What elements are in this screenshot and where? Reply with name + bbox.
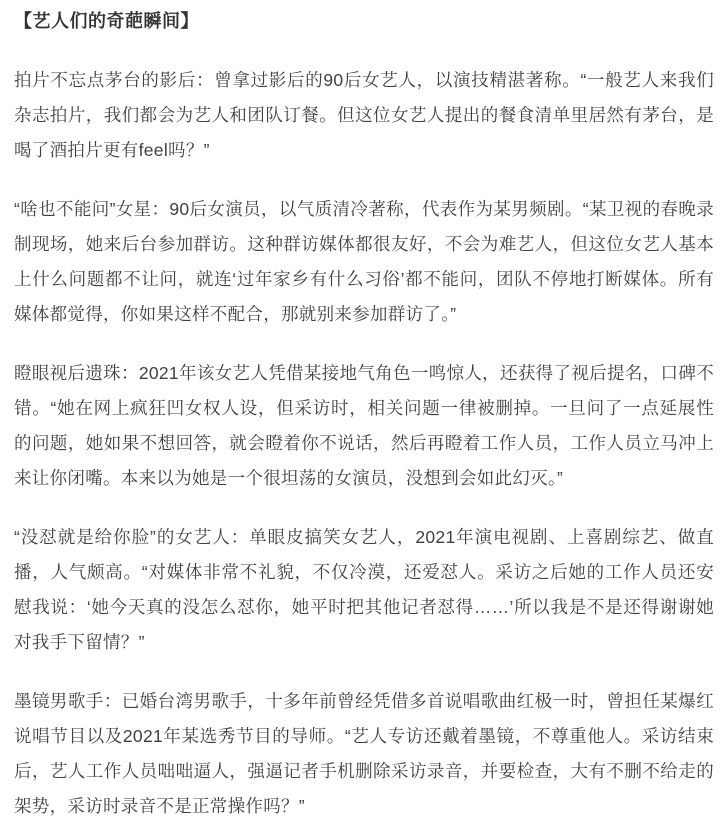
article-paragraph-rude-comedienne: “没怼就是给你脸”的女艺人：单眼皮搞笑女艺人，2021年演电视剧、上喜剧综艺、做直播，人气颇高。“对媒体非常不礼貌，不仅冷漠，还爱怼人。采访之后她的工作人员还安慰我说：‘她今天真的没怎么怼你，她平时把其他记者怼得……’所以我是不是还得谢谢她对我手下留情？” [14,527,714,652]
article-paragraph-maotai-actress: 拍片不忘点茅台的影后：曾拿过影后的90后女艺人，以演技精湛著称。“一般艺人来我们杂志拍片，我们都会为艺人和团队订餐。但这位女艺人提出的餐食清单里居然有茅台，是喝了酒拍片更有feel吗？” [14,70,714,160]
article-title: 【艺人们的奇葩瞬间】 [14,11,199,31]
article-paragraph-sunglasses-singer: 墨镜男歌手：已婚台湾男歌手，十多年前曾经凭借多首说唱歌曲红极一时，曾担任某爆红说唱节目以及2021年某选秀节目的导师。“艺人专访还戴着墨镜，不尊重他人。采访结束后，艺人工作人员咄咄逼人，强逼记者手机删除采访录音，并要检查，大有不删不给走的架势，采访时录音不是正常操作吗？” [14,691,714,816]
article-paragraph-staring-actress: 瞪眼视后遗珠：2021年该女艺人凭借某接地气角色一鸣惊人，还获得了视后提名，口碑不错。“她在网上疯狂凹女权人设，但采访时，相关问题一律被删掉。一旦问了一点延展性的问题，她如果不想回答，就会瞪着你不说话，然后再瞪着工作人员，工作人员立马冲上来让你闭嘴。本来以为她是一个很坦荡的女演员，没想到会如此幻灭。” [14,363,714,488]
article-paragraph-no-questions-star: “啥也不能问”女星：90后女演员，以气质清冷著称，代表作为某男频剧。“某卫视的春晚录制现场，她来后台参加群访。这种群访媒体都很友好，不会为难艺人，但这位女艺人基本上什么问题都不让问，就连‘过年家乡有什么习俗’都不能问，团队不停地打断媒体。所有媒体都觉得，你如果这样不配合，那就别来参加群访了。” [14,199,714,324]
